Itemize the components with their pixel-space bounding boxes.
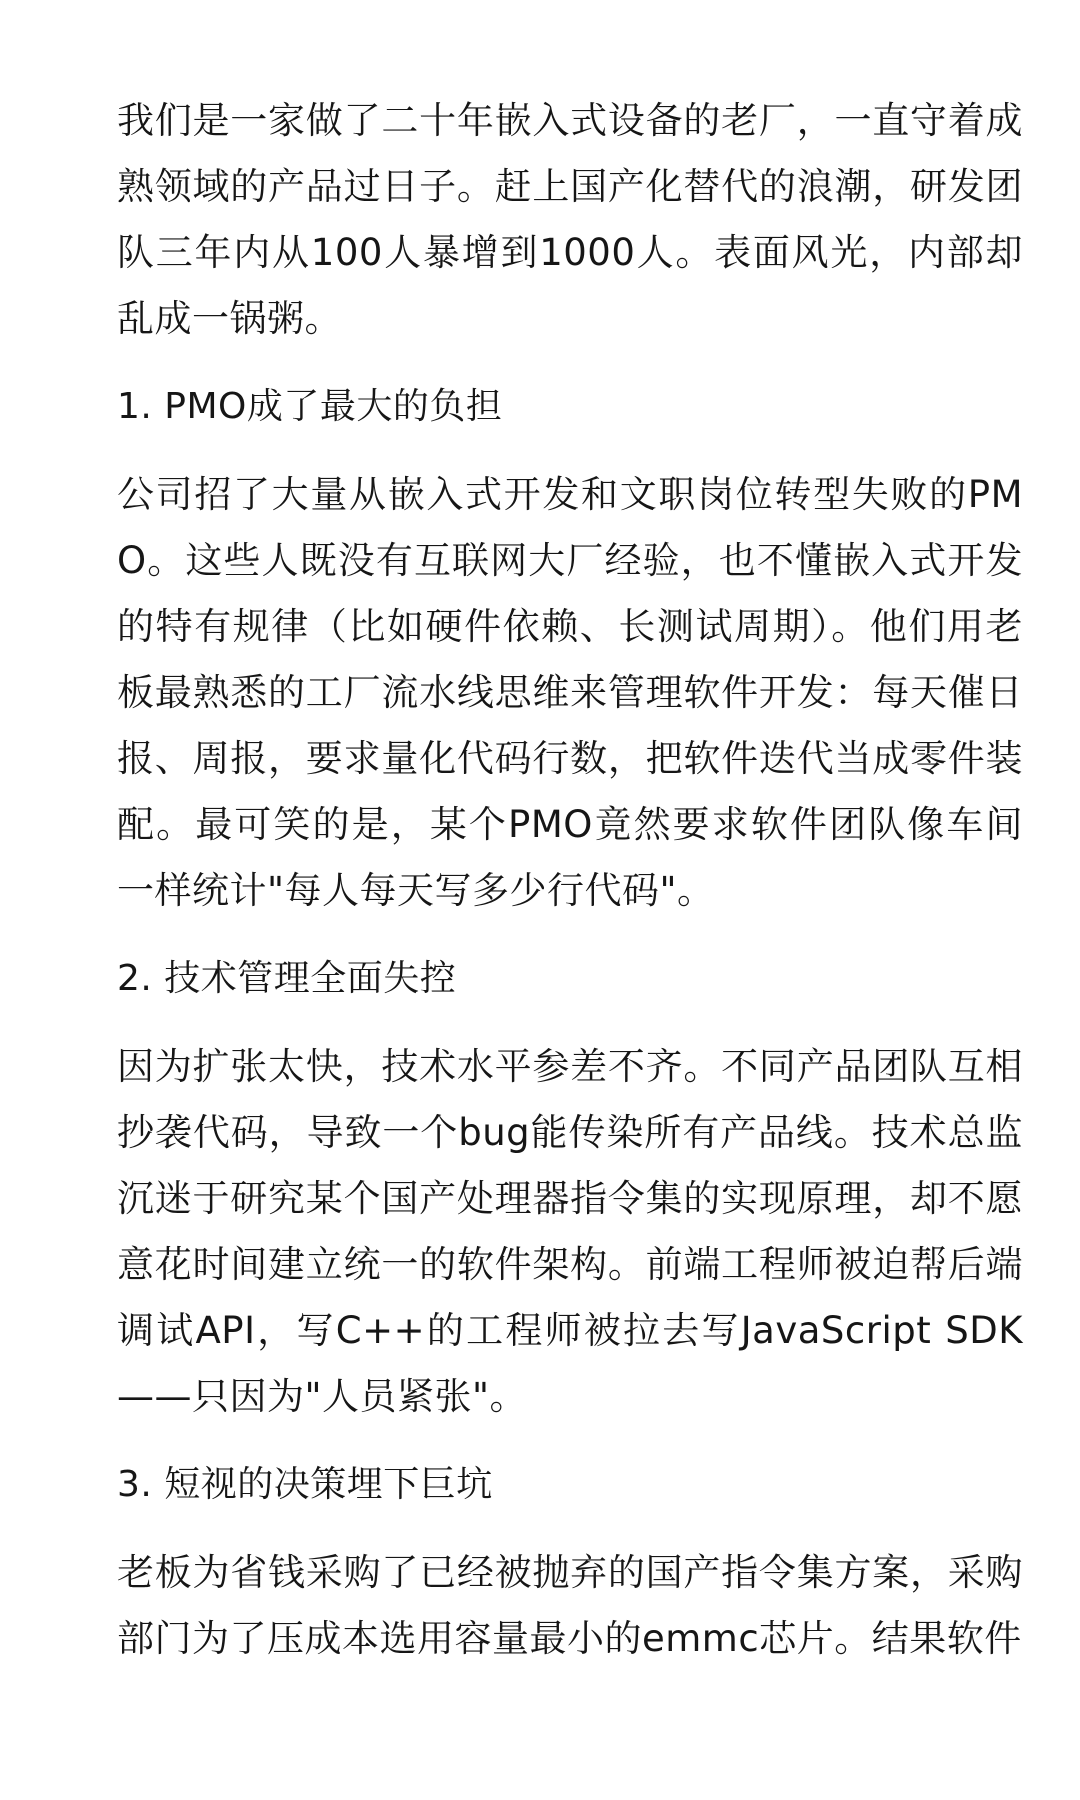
spacer: [117, 1012, 1023, 1034]
section-body-3: 老板为省钱采购了已经被抛弃的国产指令集方案，采购部门为了压成本选用容量最小的emmc芯片。结果软件: [117, 1551, 1023, 1660]
section-heading-3: 3. 短视的决策埋下巨坑: [117, 1464, 493, 1505]
section-heading-1: 1. PMO成了最大的负担: [117, 386, 503, 427]
spacer: [117, 924, 1023, 946]
section-body-1: 公司招了大量从嵌入式开发和文职岗位转型失败的PMO。这些人既没有互联网大厂经验，也不懂嵌入式开发的特有规律（比如硬件依赖、长测试周期）。他们用老板最熟悉的工厂流水线思维来管理软件开发：每天催日报、周报，要求量化代码行数，把软件迭代当成零件装配。最可笑的是，某个PMO竟然要求软件团队像车间一样统计"每人每天写多少行代码"。: [117, 473, 1023, 912]
article: [117, 88, 1023, 1672]
section-body-2: 因为扩张太快，技术水平参差不齐。不同产品团队互相抄袭代码，导致一个bug能传染所有产品线。技术总监沉迷于研究某个国产处理器指令集的实现原理，却不愿意花时间建立统一的软件架构。前端工程师被迫帮后端调试API，写C++的工程师被拉去写JavaScript SDK——只因为"人员紧张"。: [117, 1045, 1023, 1418]
spacer: [117, 352, 1023, 374]
spacer: [117, 1518, 1023, 1540]
section-heading-2: 2. 技术管理全面失控: [117, 958, 457, 999]
spacer: [117, 440, 1023, 462]
spacer: [117, 1430, 1023, 1452]
intro-paragraph: 我们是一家做了二十年嵌入式设备的老厂，一直守着成熟领域的产品过日子。赶上国产化替代的浪潮，研发团队三年内从100人暴增到1000人。表面风光，内部却乱成一锅粥。: [117, 99, 1023, 340]
